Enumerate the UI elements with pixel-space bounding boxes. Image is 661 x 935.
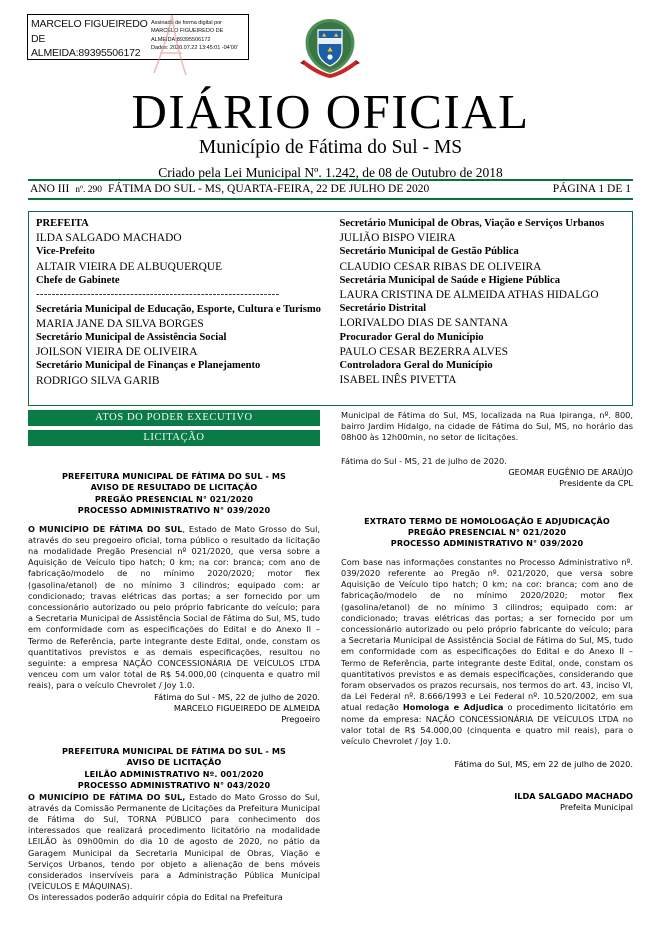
notice1-heading-line-4: PROCESSO ADMINISTRATIVO N° 039/2020 (77, 505, 271, 516)
issue-numero: nº. 290 (75, 185, 102, 195)
official-name: ILDA SALGADO MACHADO (36, 232, 182, 245)
official-role: Secretário Municipal de Gestão Pública (339, 246, 519, 258)
masthead (0, 86, 661, 183)
official-role: Secretária Municipal de Educação, Esporte, Cultura e Turismo (36, 303, 321, 315)
officials-box (28, 211, 633, 406)
notice3-bold-phrase: Homologa e Adjudica (402, 702, 504, 713)
notice2-body (28, 792, 320, 893)
notice3-date: Fátima do Sul, MS, em 22 de julho de 2020. (454, 759, 633, 770)
masthead-lawline: Criado pela Lei Municipal Nº. 1.242, de 08 de Outubro de 2018 (158, 165, 503, 180)
official-name: MARIA JANE DA SILVA BORGES (36, 317, 204, 330)
official-role: Secretário Distrital (339, 303, 427, 315)
notice1-heading-line-1: PREFEITURA MUNICIPAL DE FÁTIMA DO SUL - MS (62, 471, 286, 481)
official-name: ALTAIR VIEIRA DE ALBUQUERQUE (36, 260, 223, 273)
notice2-lead: O MUNICÍPIO DE FÁTIMA DO SUL, (28, 791, 186, 802)
officials-divider: -------------------------------------------------------------- (36, 289, 280, 301)
notice3-signature (341, 791, 633, 814)
right-continuation-text: Municipal de Fátima do Sul, MS, localizada na Rua Ipiranga, nº. 800, bairro Jardim Hidalgo, na cidade de Fátima do Sul, MS, no horário das 08h00 às 12h00min, no setor de licitações. (341, 410, 633, 443)
notice1-date: Fátima do Sul - MS, 22 de julho de 2020. (154, 691, 320, 702)
signature-meta-line-2: MARCELO FIGUEIREDO DE (151, 28, 224, 35)
notice1-heading-line-2: AVISO DE RESULTADO DE LICITAÇÃO (90, 482, 258, 493)
official-name: RODRIGO SILVA GARIB (36, 374, 160, 387)
issue-local-data: FÁTIMA DO SUL - MS, QUARTA-FEIRA, 22 DE JULHO DE 2020 (107, 183, 430, 195)
notice3-heading-line-3: PROCESSO ADMINISTRATIVO N° 039/2020 (390, 538, 584, 549)
notice3-heading-line-2: PREGÃO PRESENCIAL N° 021/2020 (407, 527, 567, 538)
issue-bar (28, 179, 633, 200)
official-name: ISABEL INÊS PIVETTA (339, 374, 457, 387)
signature-meta-line-4: Dados: 2020.07.22 13:45:01 -04'00' (151, 45, 238, 52)
right-continuation-signer-role: Presidente da CPL (559, 478, 633, 489)
signature-meta-line-1: Assinado de forma digital por (151, 20, 222, 26)
official-role: Secretário Municipal de Assistência Social (36, 332, 227, 344)
notice3-body (341, 557, 633, 747)
official-role: Secretário Municipal de Finanças e Planejamento (36, 360, 261, 372)
right-continuation-date: Fátima do Sul - MS, 21 de julho de 2020. (341, 455, 507, 466)
signature-name (28, 15, 149, 59)
official-name: JULIÃO BISPO VIEIRA (339, 232, 456, 245)
official-role: Secretária Municipal de Saúde e Higiene Pública (339, 274, 560, 286)
notice1-body (28, 524, 320, 692)
official-name: JOILSON VIEIRA DE OLIVEIRA (36, 346, 198, 359)
official-role: Procurador Geral do Município (339, 331, 484, 343)
official-role: Secretário Municipal de Obras, Viação e Serviços Urbanos (339, 218, 605, 229)
issue-ano: ANO III (30, 183, 70, 195)
section-bar-licitacao: LICITAÇÃO (28, 430, 320, 446)
officials-column-left (29, 212, 331, 405)
digital-signature-stamp (27, 14, 249, 60)
issue-pagina: PÁGINA 1 DE 1 (552, 183, 631, 195)
signature-name-line-3: ALMEIDA:89395506172 (31, 47, 141, 59)
officials-column-right (331, 212, 633, 405)
notice1-signer: MARCELO FIGUEIREDO DE ALMEIDA (173, 703, 320, 714)
official-name: LAURA CRISTINA DE ALMEIDA ATHAS HIDALGO (339, 289, 599, 302)
notice1-heading (28, 471, 320, 517)
signature-name-line-1: MARCELO FIGUEIREDO (31, 18, 148, 30)
official-role: Controladora Geral do Município (339, 360, 493, 372)
masthead-subtitle: Município de Fátima do Sul - MS (198, 137, 463, 158)
notice3-body-part1: Com base nas informações constantes no Processo Administrativo nº. 039/2020 referente ao Pregão nº. 021/2020, que versa sobre Aquisição de Veículo tipo hatch; 0 km; na cor: branca; com ano de fabricação/modelo de no mínimo 2020/2020; motor flex (gasolina/etanol) de no mínimo 3 cilindros; equipado com: ar condicionado; travas elétricas das portas; a ser fornecido por um concessionário autorizado ou pelo próprio fabricante do veículo; para a Secretaria Municipal de Assistência Social de Fátima do Sul, MS, tudo em conformidade com as especificações do Edital e do Anexo II – Termo de Referência, parte integrante deste Edital, onde, constam os quantitativos previstos e as demais especificações, considerando que foram observados os prazos recursais, nos termos do art. 43, inciso VI, da Lei Federal nº. 8.666/1993 e Lei Federal nº. 10.520/2002, em sua atual redação (341, 556, 633, 713)
notice3-signer: ILDA SALGADO MACHADO (514, 790, 633, 801)
column-right (341, 410, 633, 814)
notice2-heading-line-1: PREFEITURA MUNICIPAL DE FÁTIMA DO SUL - MS (62, 745, 286, 756)
notice1-signer-role: Pregoeiro (281, 714, 320, 725)
right-continuation-signer: GEOMAR EUGÊNIO DE ARAÚJO (508, 466, 633, 477)
signature-metadata (149, 15, 248, 59)
signature-meta-line-3: ALMEIDA:89395506172 (151, 36, 211, 43)
notice1-lead: O MUNICÍPIO DE FÁTIMA DO SUL (28, 523, 183, 534)
official-name: CLAUDIO CESAR RIBAS DE OLIVEIRA (339, 260, 542, 273)
issue-bar-left (30, 183, 435, 195)
official-role: Vice-Prefeito (36, 246, 95, 258)
notice2-body-text: Estado do Mato Grosso do Sul, através da Comissão Permanente de Licitações da Prefeitura Municipal de Fátima do Sul, TORNA PÚBLICO para conhecimento dos interessados que realizará procedimento licitatório na modalidade LEILÃO às 09h00min do dia 10 de agosto de 2020, no pátio da Garagem Municipal da Secretaria Municipal de Obras, Viação e Serviços Urbanos, tendo por objeto a alienação de bens móveis considerados inservíveis para a Administração Pública Municipal (VEÍCULOS E MÁQUINAS). (28, 791, 320, 892)
notice1-body-text: , Estado de Mato Grosso do Sul, através do seu pregoeiro oficial, torna público o resultado da licitação na modalidade Pregão Presencial nº 021/2020, que versa sobre a Aquisição de Veículo tipo hatch; 0 km; na cor: branca; com ano de fabricação/modelo de no mínimo 2020/2020; motor flex (gasolina/etanol) de no mínimo 3 cilindros; equipado com: ar condicionado; travas elétricas das portas; a ser fornecido por um concessionário autorizado ou pelo próprio fabricante do veículo; para a Secretaria Municipal de Assistência Social de Fátima do Sul, MS, tudo em conformidade com as especificações do Edital e do Anexo II – Termo de Referência, parte integrante deste Edital, onde, constam os quantitativos previstos e as demais especificações, resultou no seguinte: a empresa NAÇÃO CONCESSIONÁRIA DE VEÍCULOS LTDA venceu com um valor total de R$ 54.000,00 (cinquenta e quatro mil reais), para o veículo Chevrolet / Joy 1.0. (28, 523, 320, 691)
section-bar-atos: ATOS DO PODER EXECUTIVO (28, 410, 320, 426)
signature-name-line-2: DE (31, 32, 46, 45)
content-area (28, 410, 633, 920)
notice2-body-continued: Os interessados poderão adquirir cópia do Edital na Prefeitura (28, 892, 283, 903)
notice2-heading (28, 746, 320, 792)
notice3-body-part2: o procedimento licitatório em nome da empresa: NAÇÃO CONCESSIONÁRIA DE VEÍCULOS LTDA no valor total de R$ 54.000,00 (cinquenta e quatro mil reais), para o veículo Chevrolet / Joy 1.0. (341, 702, 633, 747)
notice2-heading-line-4: PROCESSO ADMINISTRATIVO N° 043/2020 (77, 780, 271, 791)
column-left (28, 410, 320, 904)
notice2-heading-line-2: AVISO DE LICITAÇÃO (126, 757, 222, 768)
coat-of-arms-icon (298, 16, 362, 78)
official-name: PAULO CESAR BEZERRA ALVES (339, 345, 508, 358)
notice2-heading-line-3: LEILÃO ADMINISTRATIVO Nº. 001/2020 (84, 768, 264, 779)
page-title: DIÁRIO OFICIAL (131, 84, 530, 139)
notice3-signer-role: Prefeita Municipal (559, 802, 633, 813)
official-role: PREFEITA (36, 218, 89, 229)
official-role: Chefe de Gabinete (36, 274, 120, 286)
official-name: LORIVALDO DIAS DE SANTANA (339, 317, 509, 330)
notice3-heading (341, 516, 633, 550)
notice1-heading-line-3: PREGÃO PRESENCIAL N° 021/2020 (94, 493, 254, 504)
notice3-heading-line-1: EXTRATO TERMO DE HOMOLOGAÇÃO E ADJUDICAÇÃO (364, 515, 610, 526)
